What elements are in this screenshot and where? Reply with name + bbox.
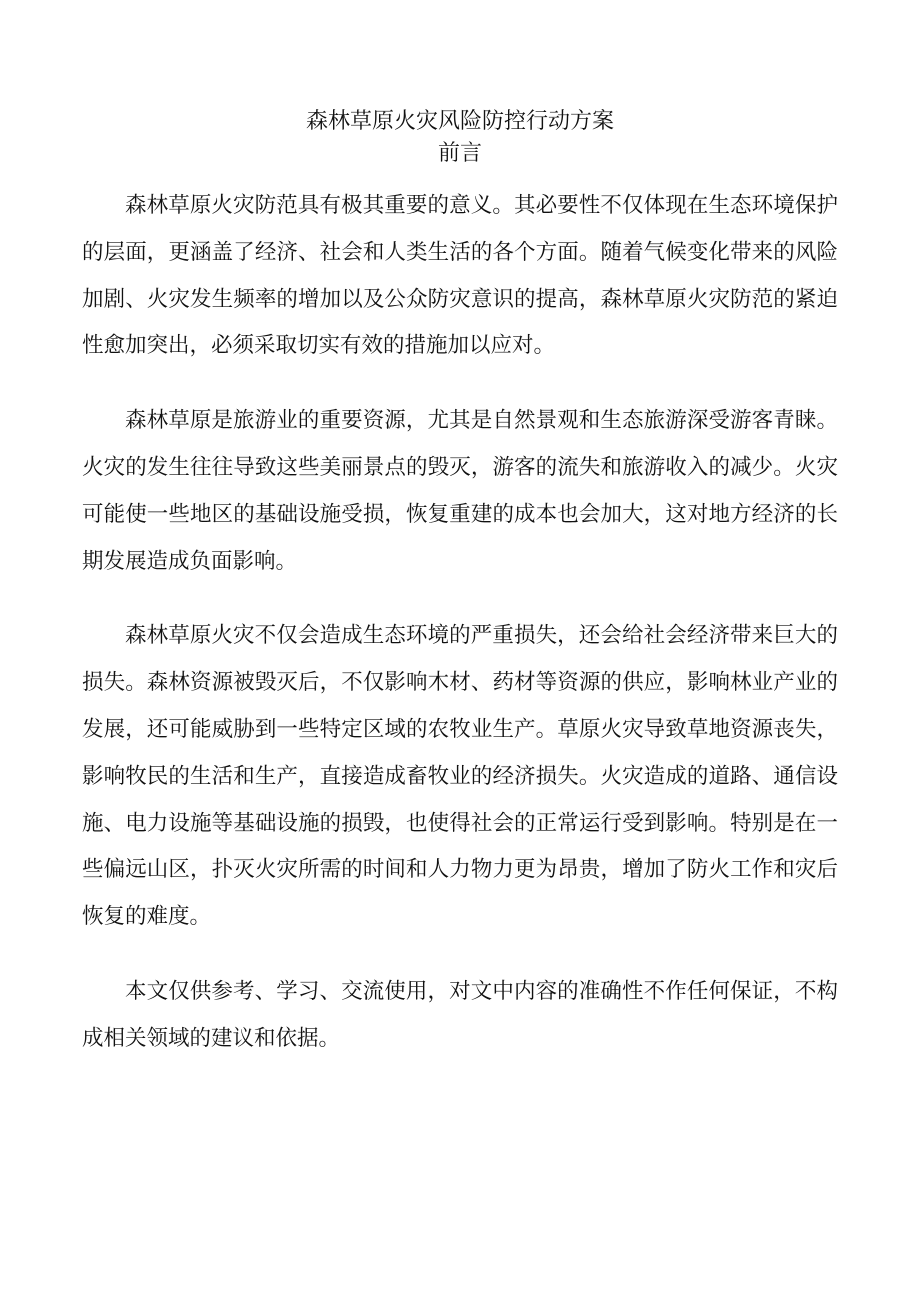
paragraph-4: 本文仅供参考、学习、交流使用，对文中内容的准确性不作任何保证，不构成相关领域的建议和依据。: [82, 978, 838, 1051]
document-title: 森林草原火灾风险防控行动方案: [305, 109, 614, 134]
document-body: [82, 183, 838, 1091]
paragraph-1: 森林草原火灾防范具有极其重要的意义。其必要性不仅体现在生态环境保护的层面，更涵盖了经济、社会和人类生活的各个方面。随着气候变化带来的风险加剧、火灾发生频率的增加以及公众防灾意识的提高，森林草原火灾防范的紧迫性愈加突出，必须采取切实有效的措施加以应对。: [82, 193, 838, 359]
section-heading: 前言: [437, 141, 482, 166]
paragraph-3: 森林草原火灾不仅会造成生态环境的严重损失，还会给社会经济带来巨大的损失。森林资源被毁灭后，不仅影响木材、药材等资源的供应，影响林业产业的发展，还可能威胁到一些特定区域的农牧业生产。草原火灾导致草地资源丧失，影响牧民的生活和生产，直接造成畜牧业的经济损失。火灾造成的道路、通信设施、电力设施等基础设施的损毁，也使得社会的正常运行受到影响。特别是在一些偏远山区，扑灭火灾所需的时间和人力物力更为昂贵，增加了防火工作和灾后恢复的难度。: [82, 623, 838, 930]
paragraph-2: 森林草原是旅游业的重要资源，尤其是自然景观和生态旅游深受游客青睐。火灾的发生往往导致这些美丽景点的毁灭，游客的流失和旅游收入的减少。火灾可能使一些地区的基础设施受损，恢复重建的成本也会加大，这对地方经济的长期发展造成负面影响。: [82, 408, 838, 574]
